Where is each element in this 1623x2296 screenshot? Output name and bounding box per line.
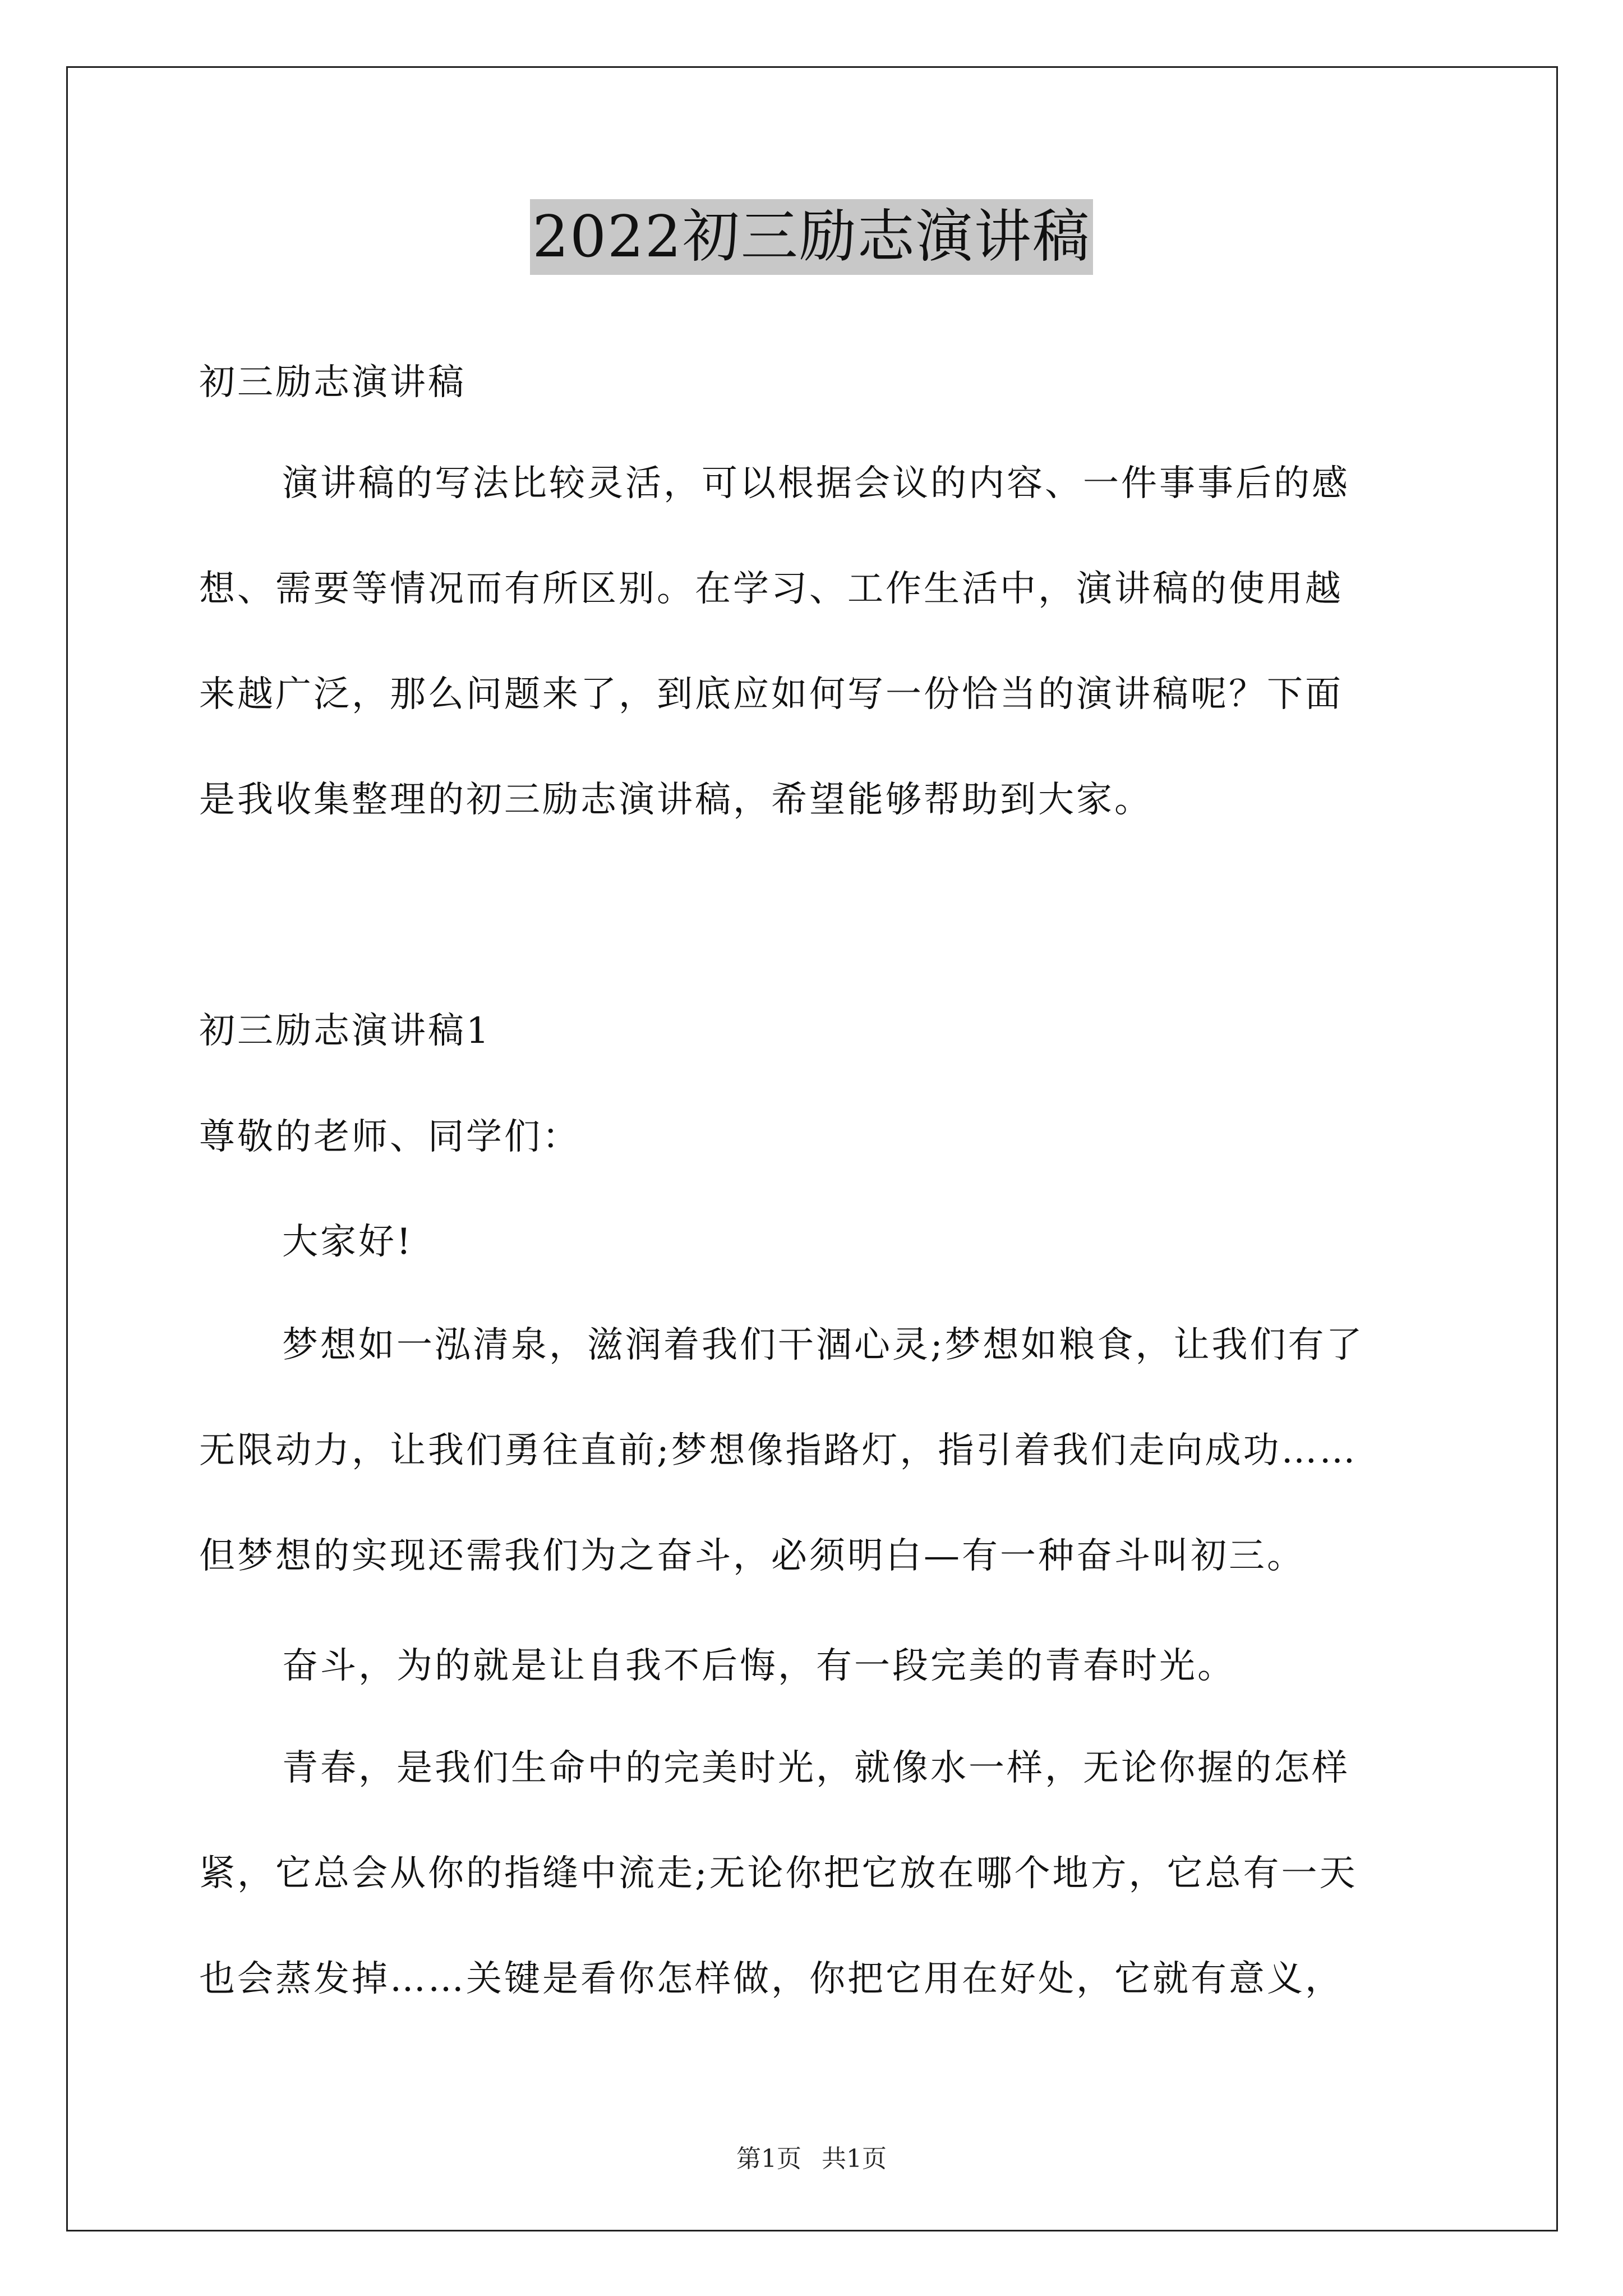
page-total: 共1页 <box>822 2145 887 2173</box>
paragraph-line: 但梦想的实现还需我们为之奋斗，必须明白—有一种奋斗叫初三。 <box>199 1535 1305 1577</box>
page-number: 第1页 <box>736 2145 801 2173</box>
document-title: 2022初三励志演讲稿 <box>530 199 1093 275</box>
paragraph-2: 奋斗，为的就是让自我不后悔，有一段完美的青春时光。 <box>282 1645 1235 1687</box>
intro-line: 来越广泛，那么问题来了，到底应如何写一份恰当的演讲稿呢？下面 <box>199 674 1343 715</box>
paragraph-line: 也会蒸发掉……关键是看你怎样做，你把它用在好处，它就有意义， <box>199 1958 1343 2000</box>
section-heading: 初三励志演讲稿1 <box>199 1010 491 1052</box>
greeting: 大家好! <box>282 1221 413 1263</box>
intro-paragraph <box>199 431 1433 853</box>
subtitle: 初三励志演讲稿 <box>199 362 466 403</box>
paragraph-line: 无限动力，让我们勇往直前;梦想像指路灯，指引着我们走向成功…… <box>199 1430 1358 1471</box>
paragraph-line: 青春，是我们生命中的完美时光，就像水一样，无论你握的怎样 <box>282 1747 1350 1789</box>
page-footer <box>0 2138 1623 2174</box>
title-container <box>0 199 1623 275</box>
intro-line: 是我收集整理的初三励志演讲稿，希望能够帮助到大家。 <box>199 779 1152 821</box>
salutation: 尊敬的老师、同学们： <box>199 1116 580 1158</box>
intro-line: 演讲稿的写法比较灵活，可以根据会议的内容、一件事事后的感 <box>282 463 1350 504</box>
paragraph-line: 梦想如一泓清泉，滋润着我们干涸心灵;梦想如粮食，让我们有了 <box>282 1324 1364 1366</box>
paragraph-line: 紧，它总会从你的指缝中流走;无论你把它放在哪个地方，它总有一天 <box>199 1853 1358 1894</box>
paragraph-1 <box>199 1292 1433 1609</box>
intro-line: 想、需要等情况而有所区别。在学习、工作生活中，演讲稿的使用越 <box>199 568 1343 610</box>
paragraph-3 <box>199 1715 1433 2032</box>
